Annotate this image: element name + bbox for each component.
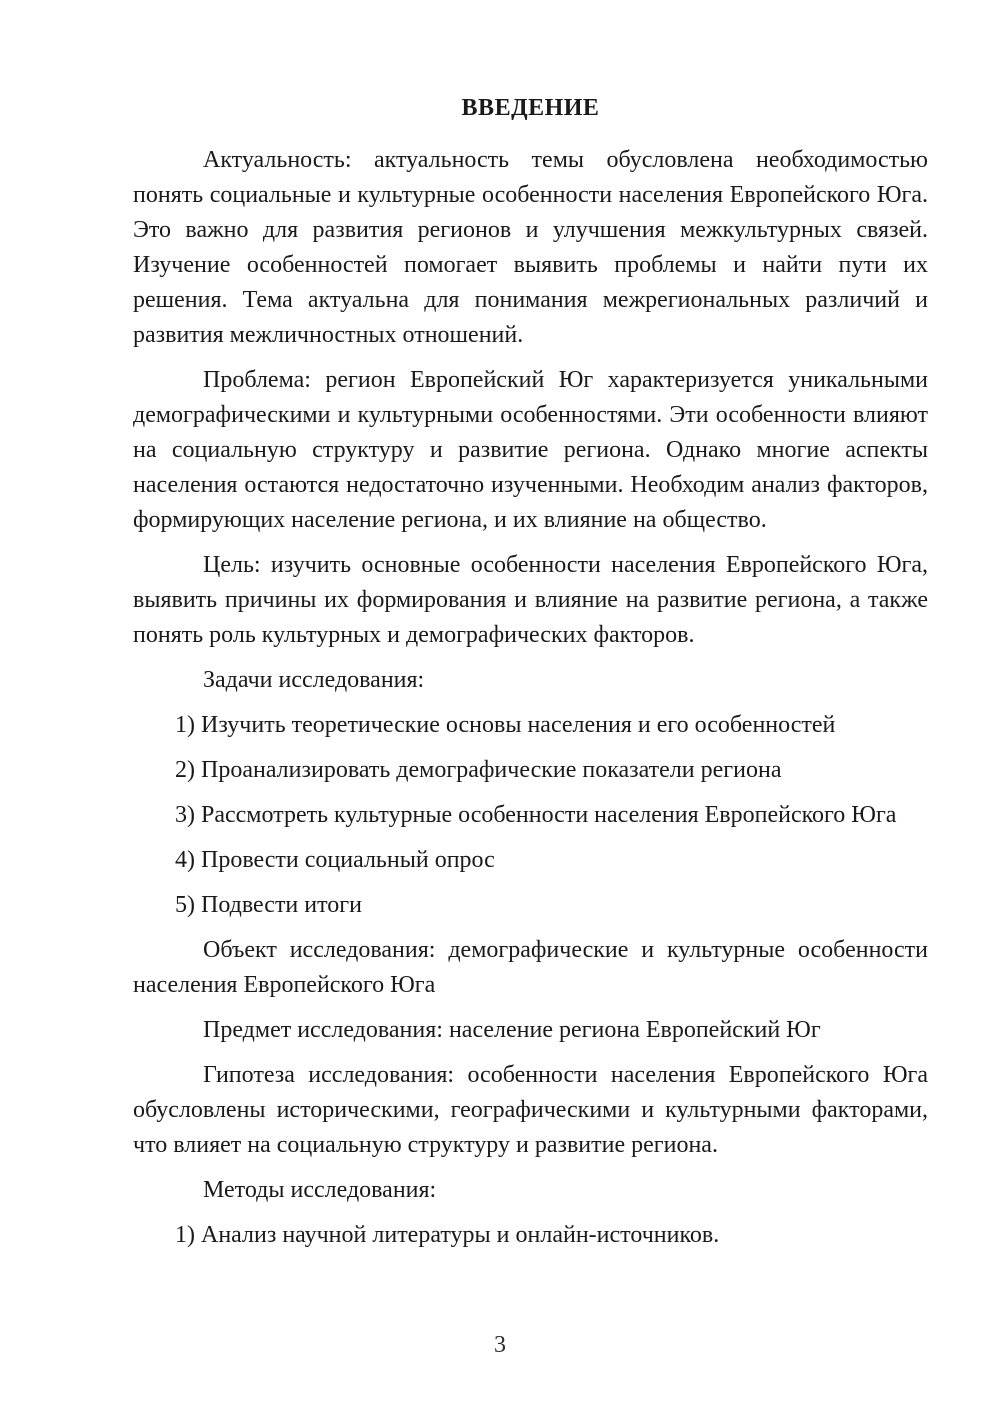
task-item-4: 4) Провести социальный опрос — [175, 847, 495, 873]
paragraph-goal: Цель: изучить основные особенности населения Европейского Юга, выявить причины их формирования и влияние на развитие региона, а также понять роль культурных и демографических факторов. — [133, 552, 928, 648]
paragraph-problem: Проблема: регион Европейский Юг характеризуется уникальными демографическими и культурными особенностями. Эти особенности влияют на социальную структуру и развитие региона. Однако многие аспекты населения остаются недостаточно изученными. Необходим анализ факторов, формирующих население региона, и их влияние на общество. — [133, 367, 928, 533]
tasks-heading: Задачи исследования: — [203, 667, 425, 693]
paragraph-hypothesis: Гипотеза исследования: особенности населения Европейского Юга обусловлены историческими, географическими и культурными факторами, что влияет на социальную структуру и развитие региона. — [133, 1062, 928, 1158]
paragraph-relevance: Актуальность: актуальность темы обусловлена необходимостью понять социальные и культурные особенности населения Европейского Юга. Это важно для развития регионов и улучшения межкультурных связей. Изучение особенностей помогает выявить проблемы и найти пути их решения. Тема актуальна для понимания межрегиональных различий и развития межличностных отношений. — [133, 147, 928, 348]
task-item-1: 1) Изучить теоретические основы населения и его особенностей — [175, 712, 836, 738]
method-item-1: 1) Анализ научной литературы и онлайн-источников. — [175, 1222, 720, 1248]
task-item-2: 2) Проанализировать демографические показатели региона — [175, 757, 782, 783]
page-content — [133, 91, 928, 1263]
paragraph-object: Объект исследования: демографические и культурные особенности населения Европейского Юга — [133, 937, 928, 998]
paragraph-subject: Предмет исследования: население региона Европейский Юг — [203, 1017, 821, 1043]
task-item-5: 5) Подвести итоги — [175, 892, 362, 918]
page-number: 3 — [494, 1332, 506, 1358]
methods-heading: Методы исследования: — [203, 1177, 437, 1203]
section-title: ВВЕДЕНИЕ — [461, 95, 600, 121]
task-item-3: 3) Рассмотреть культурные особенности населения Европейского Юга — [175, 802, 897, 828]
